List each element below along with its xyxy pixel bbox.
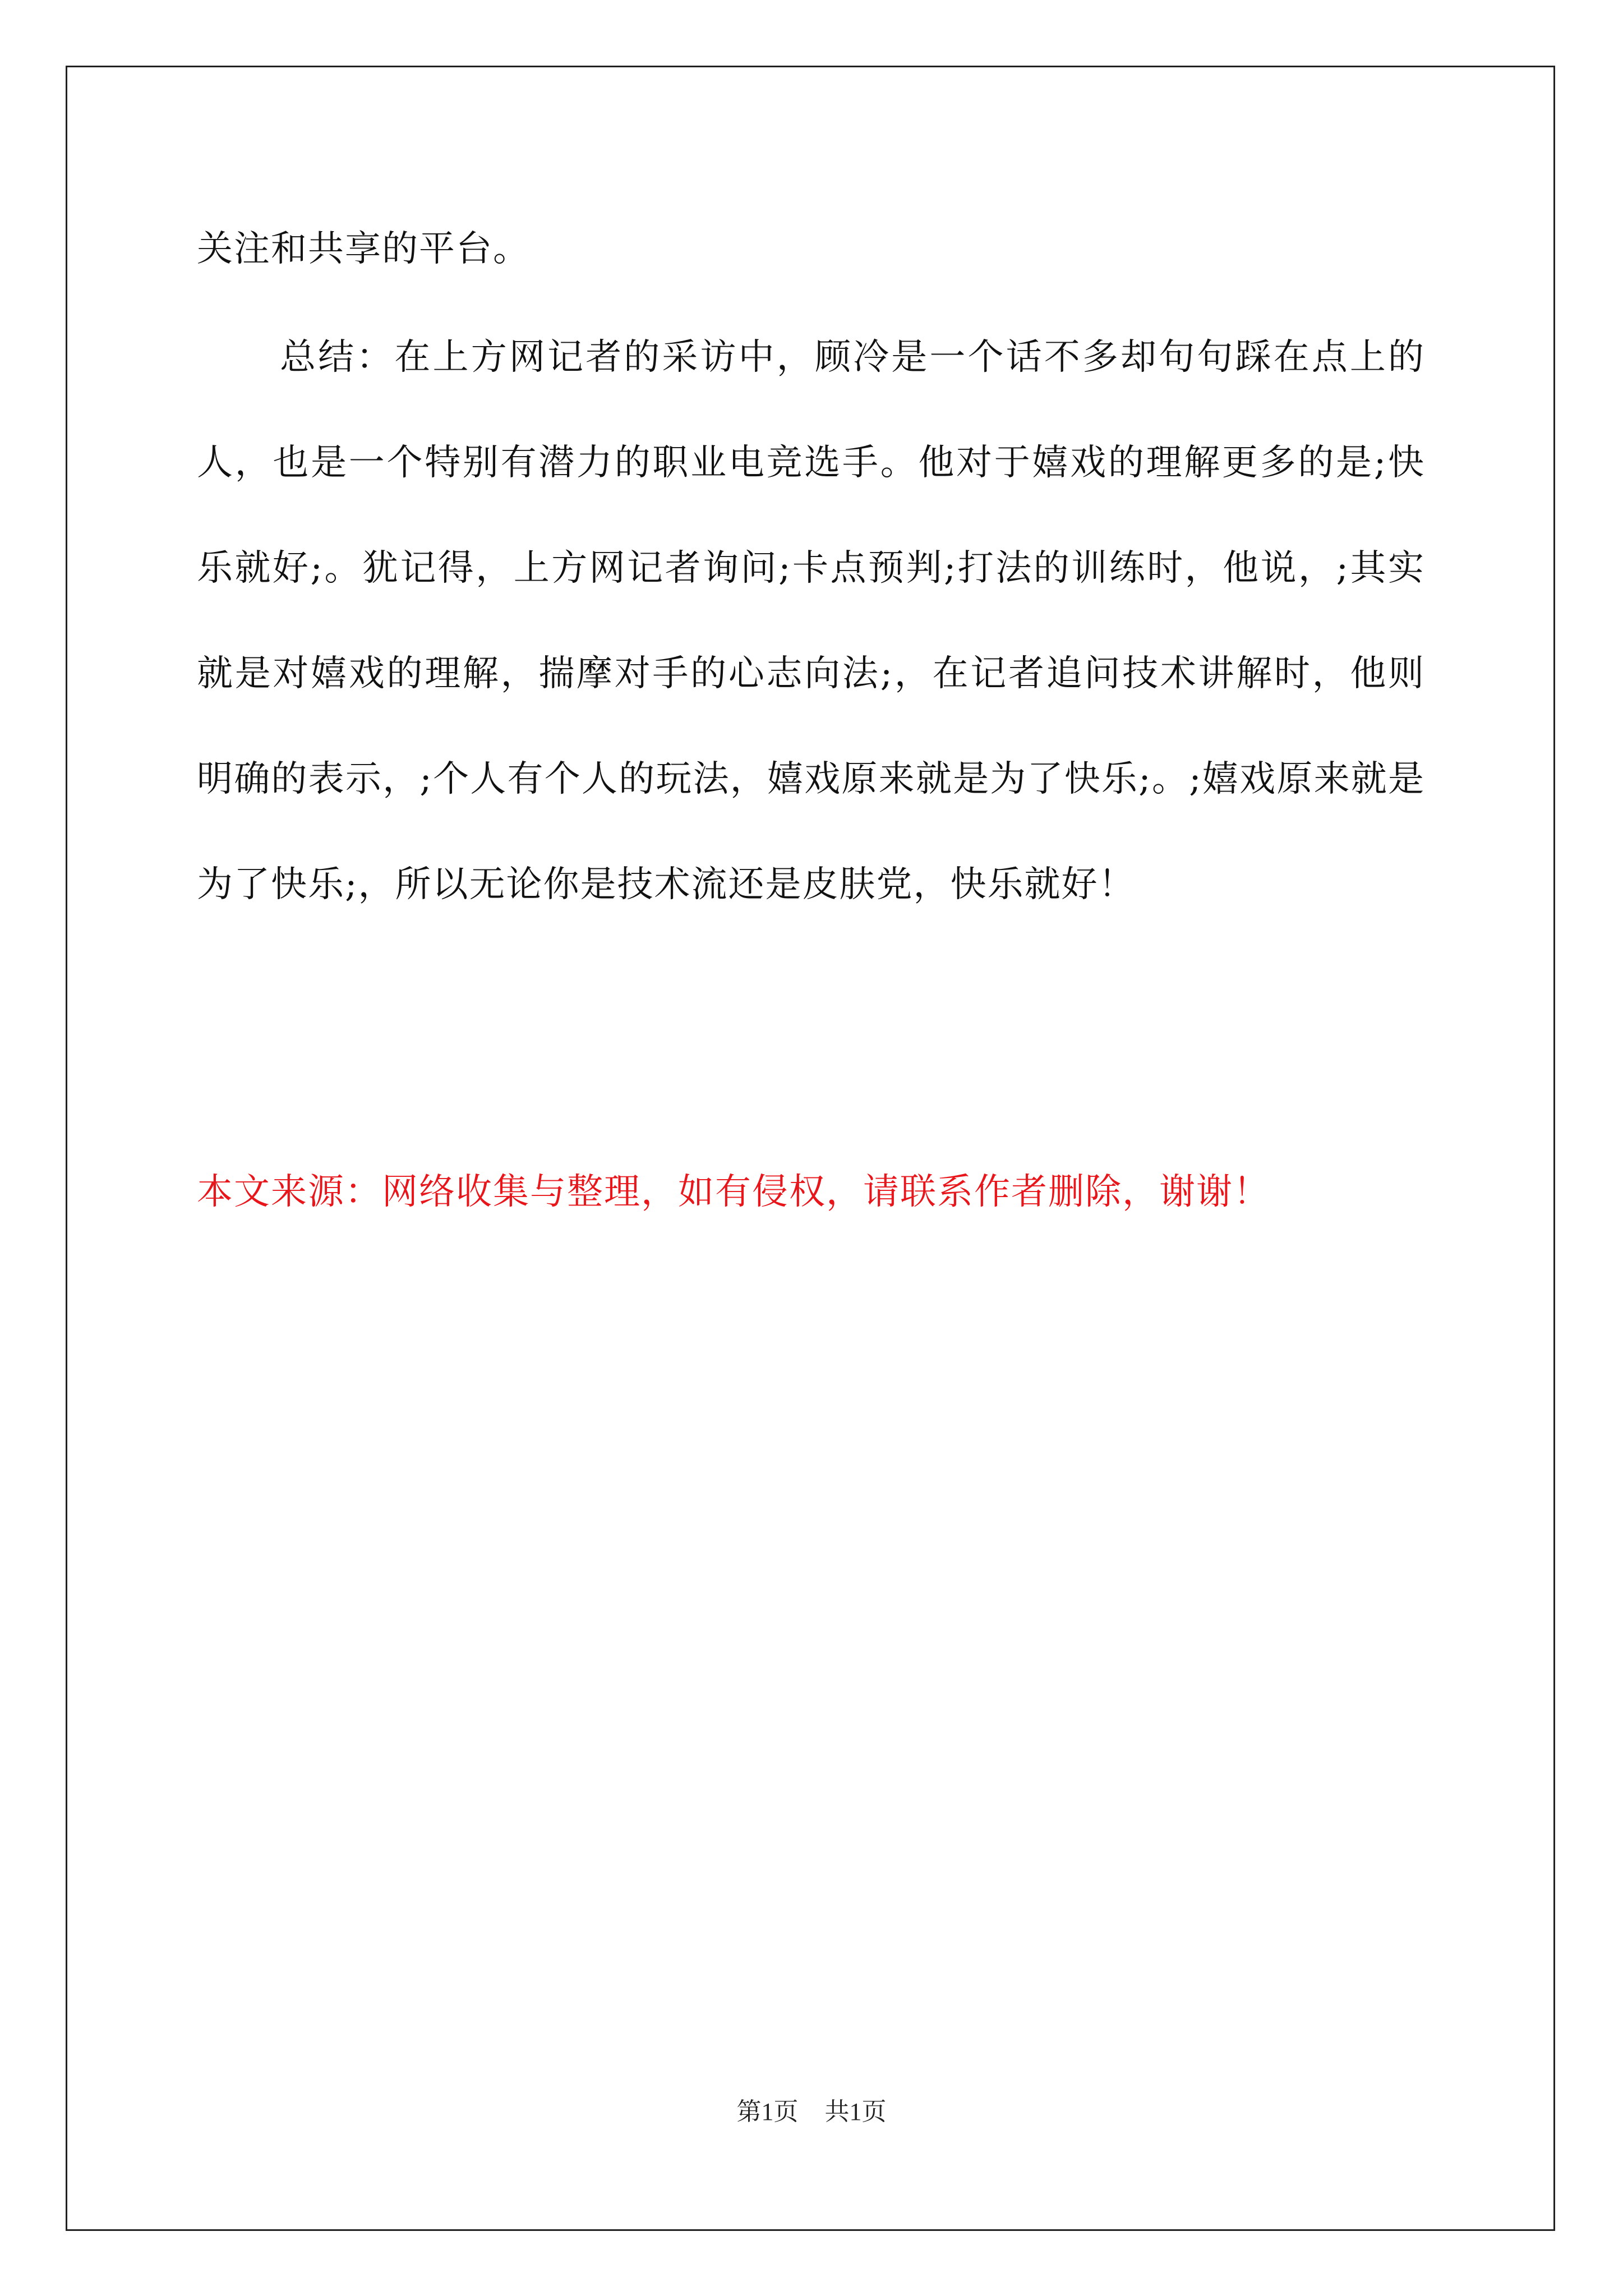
source-disclaimer: 本文来源：网络收集与整理，如有侵权，请联系作者删除，谢谢！ [197,1171,1270,1213]
page-number-current: 第1页 [736,2098,799,2125]
summary-paragraph: 总结：在上方网记者的采访中，顾冷是一个话不多却句句踩在点上的人，也是一个特别有潜力的职业电竞选手。他对于嬉戏的理解更多的是;快乐就好;。犹记得，上方网记者询问;卡点预判;打法的训练时，他说，;其实就是对嬉戏的理解，揣摩对手的心志向法;，在记者追问技术讲解时，他则明确的表示，;个人有个人的玩法，嬉戏原来就是为了快乐;。;嬉戏原来就是为了快乐;，所以无论你是技术流还是皮肤党，快乐就好！ [197,337,1425,905]
page-number-total: 共1页 [824,2098,887,2125]
continuation-text: 关注和共享的平台。 [197,228,530,270]
page-footer [0,2091,1623,2127]
